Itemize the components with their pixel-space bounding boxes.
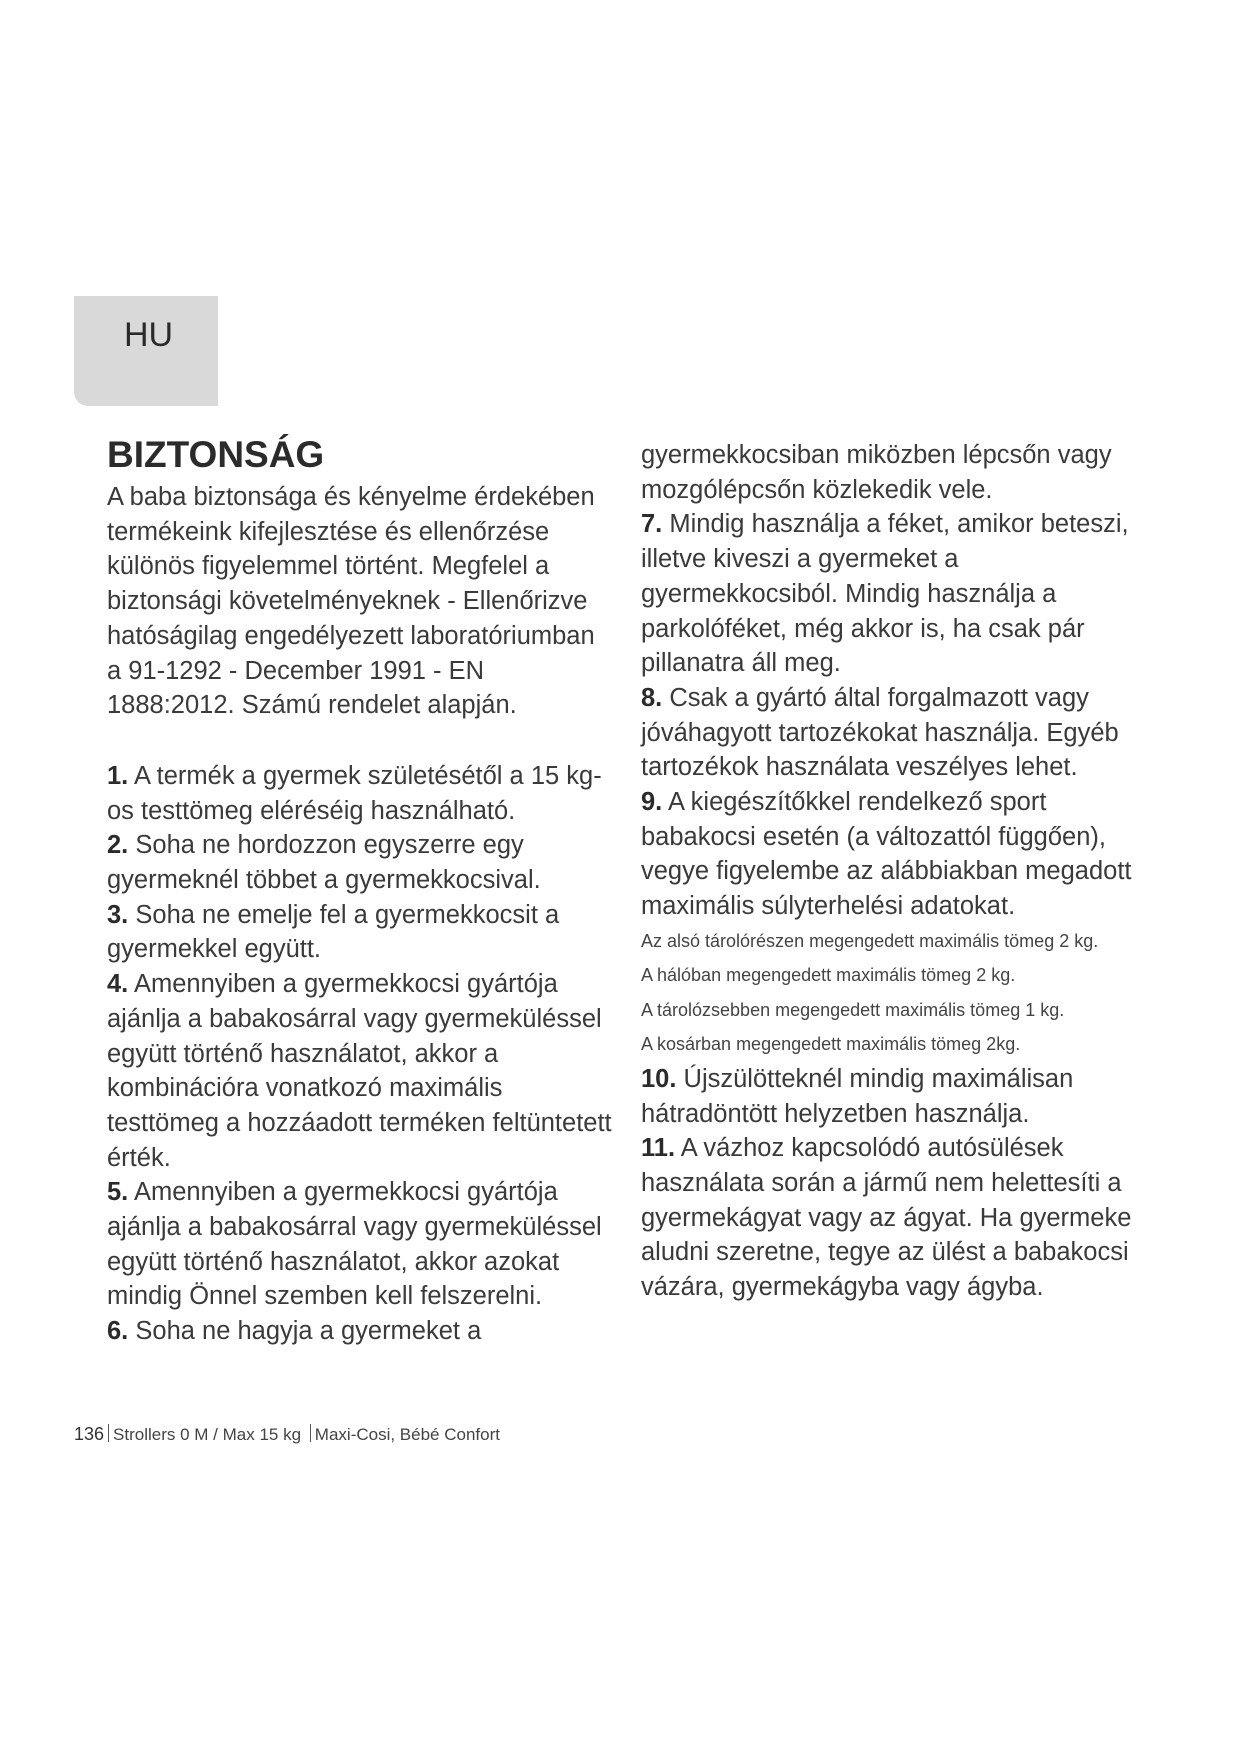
list-item-3: 3. Soha ne emelje fel a gyermekkocsit a gyermekkel együtt. <box>107 900 560 964</box>
right-column <box>641 438 1161 1305</box>
list-item-7: 7. Mindig használja a féket, amikor beteszi, illetve kiveszi a gyermeket a gyermekkocsiból. Mindig használja a parkolóféket, még akkor is, ha csak pár pillanatra áll meg. <box>641 510 1129 678</box>
language-tab <box>74 296 218 406</box>
left-column <box>107 432 612 1349</box>
weight-limit-net: A hálóban megengedett maximális tömeg 2 kg. <box>641 965 1016 986</box>
weight-limit-pocket: A tárolózsebben megengedett maximális tömeg 1 kg. <box>641 999 1065 1020</box>
list-item-2: 2. Soha ne hordozzon egyszerre egy gyermeknél többet a gyermekkocsival. <box>107 831 541 895</box>
intro-paragraph: A baba biztonsága és kényelme érdekében termékeink kifejlesztése és ellenőrzése különös figyelemmel történt. Megfelel a biztonsági követelményeknek - Ellenőrizve hatóságilag engedélyezett laboratóriumban a 91-1292 - December 1991 - EN 1888:2012. Számú rendelet alapján. <box>107 483 595 720</box>
page-number: 136 <box>74 1424 105 1444</box>
list-item-9: 9. A kiegészítőkkel rendelkező sport babakocsi esetén (a változattól függően), vegye figyelembe az alábbiakban megadott maximális súlyterhelési adatokat. <box>641 788 1132 921</box>
language-label: HU <box>124 316 174 354</box>
footer-brand: Maxi-Cosi, Bébé Confort <box>314 1425 500 1444</box>
list-item-11: 11. A vázhoz kapcsolódó autósülések használata során a jármű nem helettesíti a gyermekágyat vagy az ágyat. Ha gyermeke aludni szeretne, tegye az ülést a babakocsi vázára, gyermekágyba vagy ágyba. <box>641 1134 1132 1302</box>
list-item-4: 4. Amennyiben a gyermekkocsi gyártója ajánlja a babakosárral vagy gyermeküléssel együtt történő használatot, akkor a kombinációra vonatkozó maximális testtömeg a hozzáadott terméken feltüntetett érték. <box>107 970 612 1172</box>
list-item-10: 10. Újszülötteknél mindig maximálisan hátradöntött helyzetben használja. <box>641 1064 1074 1128</box>
weight-limit-basket: A kosárban megengedett maximális tömeg 2kg. <box>641 1034 1021 1055</box>
footer-separator <box>310 1424 311 1442</box>
list-item-6-start: 6. Soha ne hagyja a gyermeket a <box>107 1317 482 1346</box>
section-title: BIZTONSÁG <box>107 434 325 475</box>
footer-separator <box>108 1424 109 1442</box>
list-item-5: 5. Amennyiben a gyermekkocsi gyártója ajánlja a babakosárral vagy gyermeküléssel együtt történő használatot, akkor azokat mindig Önnel szemben kell felszerelni. <box>107 1178 602 1311</box>
list-item-6-continued: gyermekkocsiban miközben lépcsőn vagy mozgólépcsőn közlekedik vele. <box>641 441 1112 504</box>
list-item-8: 8. Csak a gyártó által forgalmazott vagy jóváhagyott tartozékokat használja. Egyéb tartozékok használata veszélyes lehet. <box>641 683 1119 782</box>
weight-limit-lower-storage: Az alsó tárolórészen megengedett maximális tömeg 2 kg. <box>641 930 1099 951</box>
list-item-1: 1. A termék a gyermek születésétől a 15 kg-os testtömeg eléréséig használható. <box>107 761 602 825</box>
page-footer <box>74 1424 500 1445</box>
footer-product: Strollers 0 M / Max 15 kg <box>113 1425 302 1444</box>
